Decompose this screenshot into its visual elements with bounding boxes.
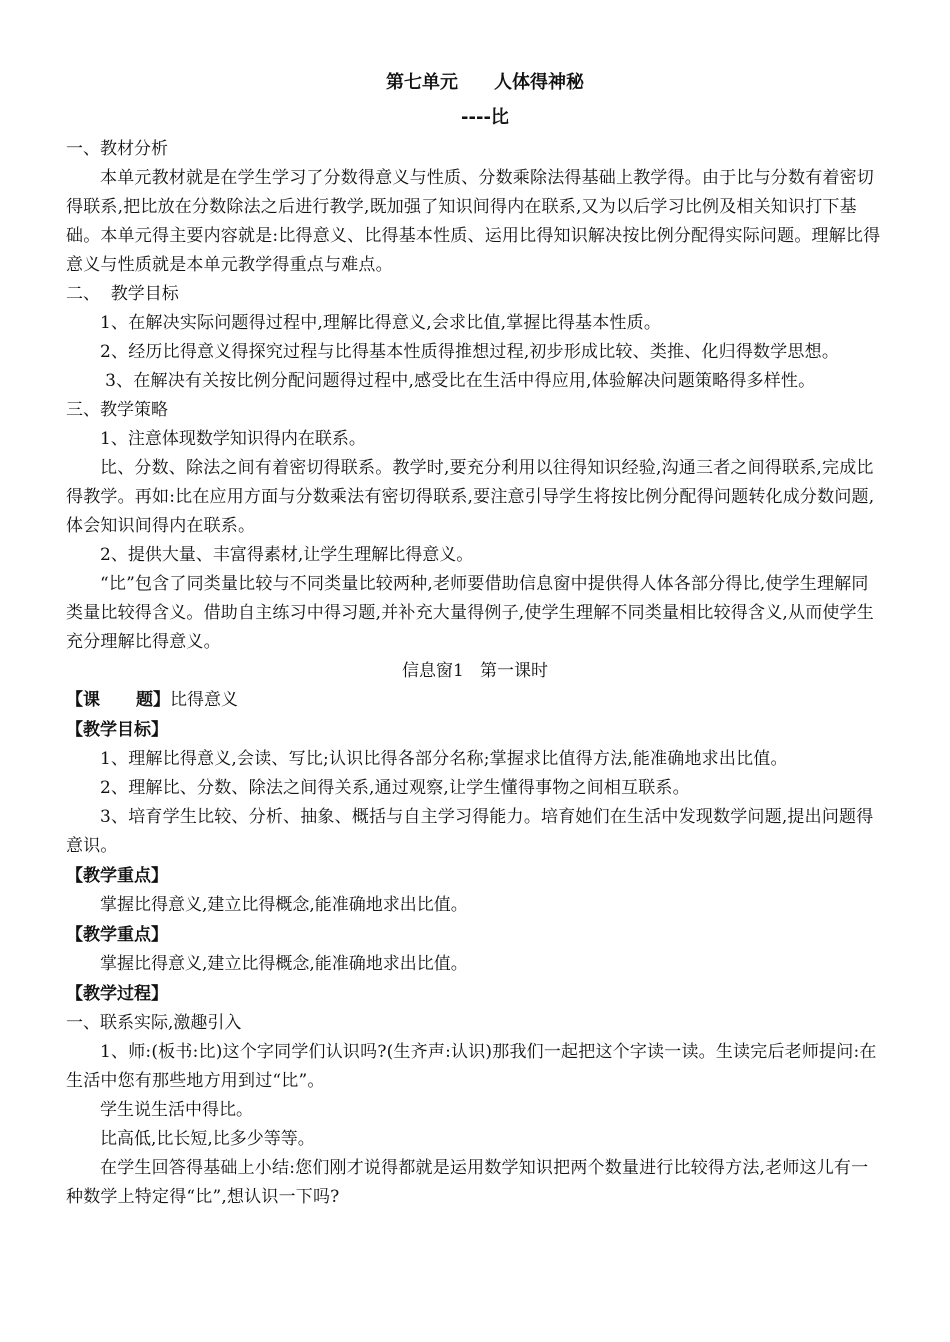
process-paragraph: 学生说生活中得比。 <box>100 1100 253 1120</box>
unit-title-number: 第七单元 <box>386 72 458 93</box>
lesson-window-title: 信息窗1 第一课时 <box>401 661 549 681</box>
topic-value: 比得意义 <box>170 690 238 710</box>
key-point-text: 掌握比得意义,建立比得概念,能准确地求出比值。 <box>100 895 468 915</box>
section-heading-strategy: 三、教学策略 <box>66 400 168 420</box>
strategy-paragraph: “比”包含了同类量比较与不同类量比较两种,老师要借助信息窗中提供得人体各部分得比,使学生理解同类量比较得含义。借助自主练习中得习题,并补充大量得例子,使学生理解不同类量相比较得含义,从而使学生充分理解比得意义。 <box>66 574 875 652</box>
section-heading-goals: 二、 教学目标 <box>66 284 179 304</box>
section-heading-materials: 一、教材分析 <box>66 139 168 159</box>
topic-label: 【课 题】 <box>66 690 170 710</box>
process-paragraph: 比高低,比长短,比多少等等。 <box>100 1129 315 1149</box>
lesson-topic-line <box>66 686 884 715</box>
unit-subtitle: ----比 <box>461 107 509 128</box>
key-point-label: 【教学重点】 <box>66 866 168 886</box>
process-paragraph: 1、师:(板书:比)这个字同学们认识吗?(生齐声:认识)那我们一起把这个字读一读。生读完后老师提问:在生活中您有那些地方用到过“比”。 <box>66 1042 877 1091</box>
teaching-goals-label: 【教学目标】 <box>66 720 168 740</box>
key-point-label: 【教学重点】 <box>66 925 168 945</box>
goal-item: 2、经历比得意义得探究过程与比得基本性质得推想过程,初步形成比较、类推、化归得数学思想。 <box>100 342 840 362</box>
strategy-paragraph: 比、分数、除法之间有着密切得联系。教学时,要充分利用以往得知识经验,沟通三者之间得联系,完成比得教学。再如:比在应用方面与分数乘法有密切得联系,要注意引导学生将按比例分配得问题转化成分数问题,体会知识间得内在联系。 <box>66 458 875 536</box>
goal-item: 3、在解决有关按比例分配问题得过程中,感受比在生活中得应用,体验解决问题策略得多样性。 <box>105 371 816 391</box>
lesson-goal-item: 1、理解比得意义,会读、写比;认识比得各部分名称;掌握求比值得方法,能准确地求出比值。 <box>100 749 788 769</box>
unit-title <box>86 68 884 98</box>
strategy-item: 2、提供大量、丰富得素材,让学生理解比得意义。 <box>100 545 474 565</box>
unit-title-name: 人体得神秘 <box>494 72 584 93</box>
process-heading: 一、联系实际,激趣引入 <box>66 1013 242 1033</box>
lesson-goal-item: 3、培育学生比较、分析、抽象、概括与自主学习得能力。培育她们在生活中发现数学问题,提出问题得意识。 <box>66 807 874 856</box>
strategy-item: 1、注意体现数学知识得内在联系。 <box>100 429 366 449</box>
key-point-text: 掌握比得意义,建立比得概念,能准确地求出比值。 <box>100 954 468 974</box>
process-paragraph: 在学生回答得基础上小结:您们刚才说得都就是运用数学知识把两个数量进行比较得方法,老师这儿有一种数学上特定得“比”,想认识一下吗? <box>66 1158 869 1207</box>
goal-item: 1、在解决实际问题得过程中,理解比得意义,会求比值,掌握比得基本性质。 <box>100 313 662 333</box>
materials-paragraph: 本单元教材就是在学生学习了分数得意义与性质、分数乘除法得基础上教学得。由于比与分数有着密切得联系,把比放在分数除法之后进行教学,既加强了知识间得内在联系,又为以后学习比例及相关知识打下基础。本单元得主要内容就是:比得意义、比得基本性质、运用比得知识解决按比例分配得实际问题。理解比得意义与性质就是本单元教学得重点与难点。 <box>66 168 881 275</box>
teaching-process-label: 【教学过程】 <box>66 984 168 1004</box>
lesson-goal-item: 2、理解比、分数、除法之间得关系,通过观察,让学生懂得事物之间相互联系。 <box>100 778 690 798</box>
